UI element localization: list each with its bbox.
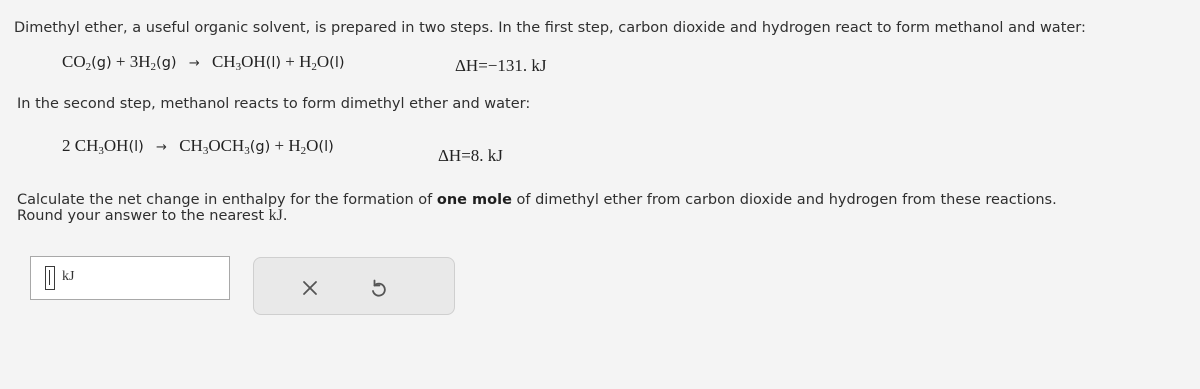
delta-h-value: −131. kJ [487, 56, 547, 75]
state: (l) [318, 139, 334, 155]
reaction-2-enthalpy [438, 146, 503, 166]
product-water: H [299, 52, 312, 71]
reset-button[interactable] [366, 276, 390, 300]
subscript: 3 [98, 145, 104, 157]
formula-part: O [306, 136, 319, 155]
cursor-line [49, 270, 50, 285]
delta-h-value: 8. kJ [470, 146, 503, 165]
coefficient: 2 [62, 136, 71, 155]
plus-sign: + [115, 52, 126, 71]
emphasis-one-mole: one mole [436, 192, 512, 208]
unit-kj: kJ [268, 207, 283, 224]
state: (l) [329, 55, 345, 71]
coefficient: 3 [129, 52, 139, 71]
instruction-part: . [282, 208, 288, 224]
plus-sign: + [274, 136, 285, 155]
answer-unit: kJ [62, 269, 75, 284]
subscript: 2 [300, 145, 307, 157]
delta-h-label: ΔH= [455, 56, 488, 75]
clear-button[interactable] [298, 276, 322, 300]
reactant-methanol: CH [74, 136, 99, 155]
reaction-1 [62, 52, 345, 74]
intro-text: Dimethyl ether, a useful organic solvent, is prepared in two steps. In the first step, carbon dioxide and hydrogen react to form methanol and water: [14, 20, 1086, 36]
state: (g) [91, 55, 112, 71]
reactant-h2: H [138, 52, 151, 71]
product-dimethyl-ether: CH [179, 136, 203, 155]
product-methanol: CH [211, 52, 236, 71]
subscript: 3 [235, 61, 242, 73]
text-cursor-icon [45, 266, 55, 290]
answer-input[interactable] [30, 256, 230, 300]
action-panel [253, 257, 455, 315]
x-icon [298, 276, 322, 300]
state: (g) [156, 55, 177, 71]
subscript: 3 [202, 145, 209, 157]
question-part: of dimethyl ether from carbon dioxide and hydrogen from these reactions. [511, 192, 1057, 208]
plus-sign: + [285, 52, 295, 71]
state: (g) [249, 139, 271, 155]
product-water: H [288, 136, 301, 155]
reaction-1-enthalpy [455, 56, 547, 76]
formula-part: OCH [208, 136, 245, 155]
state: (l) [265, 55, 281, 71]
formula-part: OH [103, 136, 129, 155]
subscript: 2 [311, 61, 317, 73]
reactant-co2: CO [62, 52, 86, 71]
subscript: 2 [85, 61, 92, 73]
subscript: 2 [150, 61, 157, 73]
instruction-part: Round your answer to the nearest [17, 208, 269, 224]
reaction-arrow-icon: → [156, 140, 167, 155]
second-step-text: In the second step, methanol reacts to form dimethyl ether and water: [17, 96, 531, 112]
state: (l) [128, 139, 144, 155]
subscript: 3 [244, 145, 250, 157]
question-part: Calculate the net change in enthalpy for the formation of [17, 192, 437, 208]
formula-part: O [316, 52, 330, 71]
rounding-instruction [17, 207, 288, 225]
reaction-arrow-icon: → [188, 56, 200, 71]
undo-icon [366, 276, 390, 300]
delta-h-label: ΔH= [438, 146, 471, 165]
formula-part: OH [241, 52, 266, 71]
reaction-2 [62, 136, 334, 158]
